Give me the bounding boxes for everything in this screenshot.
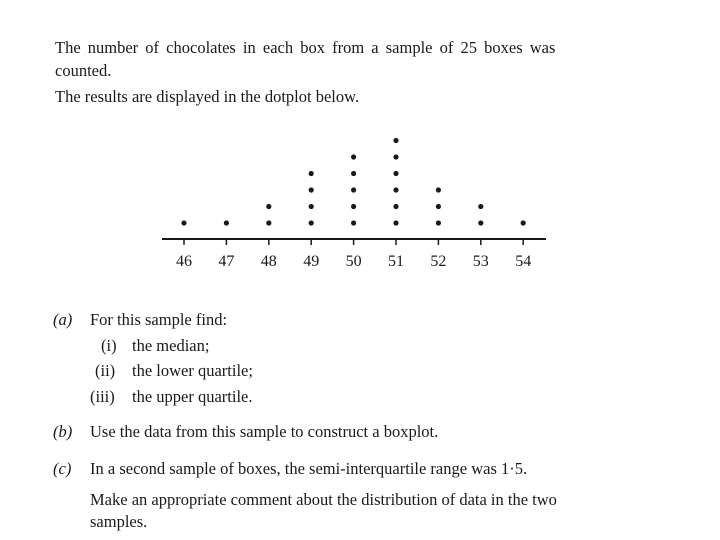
dot-51-6	[393, 138, 398, 143]
tick-label-54: 54	[515, 253, 532, 270]
dotplot	[150, 125, 570, 275]
dot-53-2	[478, 204, 483, 209]
tick-label-49: 49	[303, 253, 320, 270]
tick-label-47: 47	[218, 253, 235, 270]
dot-46-1	[181, 220, 186, 225]
dot-50-3	[351, 187, 356, 192]
dot-50-2	[351, 204, 356, 209]
tick-label-53: 53	[472, 253, 489, 270]
dot-52-2	[436, 204, 441, 209]
dot-49-2	[309, 204, 314, 209]
dot-51-1	[393, 220, 398, 225]
part-b-text: Use the data from this sample to construct a boxplot.	[90, 422, 439, 441]
dot-47-1	[224, 220, 229, 225]
tick-label-50: 50	[345, 253, 362, 270]
dot-50-4	[351, 171, 356, 176]
tick-label-48: 48	[260, 253, 277, 270]
part-c-line-3: samples.	[90, 512, 148, 531]
part-a-item-1-num: (i)	[101, 336, 117, 355]
intro-line-2: counted.	[55, 61, 112, 80]
dot-49-3	[309, 187, 314, 192]
part-a-item-3-num: (iii)	[90, 387, 115, 406]
dot-51-3	[393, 187, 398, 192]
part-a-item-2-num: (ii)	[95, 361, 116, 380]
dot-53-1	[478, 220, 483, 225]
part-c-text: In a second sample of boxes, the semi-interquartile range was 1·5.	[90, 459, 528, 478]
dot-50-5	[351, 154, 356, 159]
dot-49-4	[309, 171, 314, 176]
dot-48-1	[266, 220, 271, 225]
dot-49-1	[309, 220, 314, 225]
dot-51-4	[393, 171, 398, 176]
part-c-line-2: Make an appropriate comment about the distribution of data in the two	[90, 490, 557, 509]
dot-50-1	[351, 220, 356, 225]
intro-line-3: The results are displayed in the dotplot below.	[55, 87, 360, 106]
part-a-item-2-text: the lower quartile;	[132, 361, 253, 380]
dot-54-1	[521, 220, 526, 225]
dot-52-3	[436, 187, 441, 192]
part-c-label: (c)	[53, 459, 72, 478]
tick-label-51: 51	[388, 253, 404, 270]
dot-52-1	[436, 220, 441, 225]
part-a-item-3-text: the upper quartile.	[132, 387, 253, 406]
tick-label-52: 52	[430, 253, 447, 270]
part-a-item-1-text: the median;	[132, 336, 210, 355]
part-b-label: (b)	[53, 422, 73, 441]
intro-line-1: The number of chocolates in each box from a sample of 25 boxes was	[55, 38, 556, 57]
part-a-label: (a)	[53, 310, 73, 329]
dot-51-2	[393, 204, 398, 209]
tick-label-46: 46	[176, 253, 192, 270]
dot-51-5	[393, 154, 398, 159]
dot-48-2	[266, 204, 271, 209]
part-a-text: For this sample find:	[90, 310, 228, 329]
